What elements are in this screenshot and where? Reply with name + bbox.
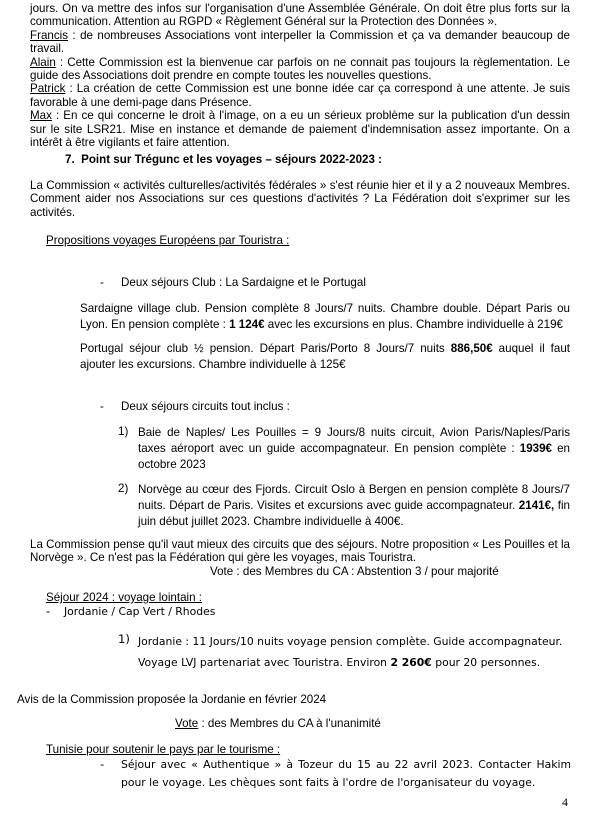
vote-2-text: : des Membres du CA à l'unanimité: [198, 717, 381, 730]
circuit-2-text-b: fin juin début juillet 2023. Chambre individuelle à 400€.: [138, 499, 571, 528]
speaker-alain: Alain: [30, 55, 56, 69]
page-number: 4: [562, 795, 568, 809]
speaker-francis: Francis: [30, 28, 69, 42]
vote-2-label: Vote: [175, 717, 199, 730]
sardaigne-paragraph: [80, 301, 570, 333]
section-7-paragraph: La Commission « activités culturelles/activités fédérales » s'est réunie hier et il y a 2 nouveaux Membres. Comment aider nos Associations sur ces questions d'activités ? La Fédération doit s'exprimer sur les activités.: [30, 179, 570, 219]
jordanie-text-b: pour 20 personnes.: [431, 656, 541, 669]
circuit-1-text-a: Baie de Naples/ Les Pouilles = 9 Jours/8 nuits circuit, Avion Paris/Naples/Paris taxes aéroport avec un guide accompagnateur. En pension complète :: [138, 426, 570, 455]
tunisie-text: Séjour avec « Authentique » à Tozeur du 15 au 22 avril 2023. Contacter Hakim pour le voyage. Les chèques sont faits à l'ordre de l'organisateur du voyage.: [121, 758, 571, 789]
commission-opinion: La Commission pense qu'il vaut mieux des circuits que des séjours. Notre proposition « Les Pouilles et la Norvège ». Ce n'est pas la Fédération qui gère les voyages, mais Touristra.: [30, 538, 570, 565]
circuits-title: Deux séjours circuits tout inclus :: [121, 400, 290, 413]
max-text: : En ce qui concerne le droit à l'image, on a eu un sérieux problème sur la publication d'un dessin sur le site LSR21. Mise en instance et demande de paiement d'indemnisation assez importante. On a intérêt à être vigilants et faire attention.: [30, 109, 570, 150]
tunisie-dash: -: [100, 757, 105, 771]
club-dash: -: [100, 276, 104, 289]
jordanie-text: [138, 631, 578, 673]
proposals-title: Propositions voyages Européens par Touristra :: [46, 234, 290, 247]
alain-text: : Cette Commission est la bienvenue car parfois on ne connait pas toujours la règlementation. Le guide des Associations doit prendre en compte toutes les nouvelles questions.: [30, 55, 570, 83]
sejour-2024-title: Séjour 2024 : voyage lointain :: [46, 591, 202, 604]
vote-2: [175, 717, 381, 730]
intro-block: [30, 2, 570, 149]
portugal-text-a: Portugal séjour club ½ pension. Départ Paris/Porto 8 Jours/7 nuits: [80, 342, 451, 355]
speaker-max: Max: [30, 109, 52, 123]
vote-1: Vote : des Membres du CA : Abstention 3 / pour majorité: [210, 565, 499, 578]
tunisie-title: Tunisie pour soutenir le pays par le tourisme :: [46, 743, 281, 756]
circuit-1-text: [138, 425, 570, 473]
speaker-patrick: Patrick: [30, 82, 66, 96]
sardaigne-price: 1 124€: [229, 318, 265, 331]
sardaigne-text-b: avec les excursions en plus. Chambre individuelle à 219€: [264, 318, 563, 331]
sejour-2024-destinations: Jordanie / Cap Vert / Rhodes: [64, 605, 216, 618]
portugal-text-b: auquel il faut ajouter les excursions. Chambre individuelle à 125€: [80, 342, 571, 371]
circuit-2-text-a: Norvège au cœur des Fjords. Circuit Oslo à Bergen en pension complète 8 Jours/7 nuits. Départ de Paris. Visites et excursions avec guide accompagnateur.: [138, 483, 570, 512]
circuit-1-text-b: en octobre 2023: [138, 442, 571, 471]
commission-avis: Avis de la Commission proposée la Jordanie en février 2024: [17, 693, 327, 706]
portugal-price: 886,50€: [450, 342, 493, 355]
sardaigne-text-a: Sardaigne village club. Pension complète 8 Jours/7 nuits. Chambre double. Départ Paris ou Lyon. En pension complète :: [80, 302, 570, 331]
sejour-2024-dash: -: [46, 604, 51, 618]
intro-line: jours. On va mettre des infos sur l'organisation d'une Assemblée Générale. On doit être plus forts sur la communication. Attention au RGPD « Règlement Général sur la Protection des Données ».: [30, 2, 570, 29]
circuit-1-price: 1939€: [519, 442, 552, 455]
circuits-dash: -: [100, 400, 104, 413]
circuit-1-number: 1): [118, 425, 129, 438]
portugal-paragraph: [80, 341, 570, 373]
circuit-2-number: 2): [118, 482, 129, 495]
circuit-2-price: 2141€,: [518, 499, 555, 512]
jordanie-text-a: Jordanie : 11 Jours/10 nuits voyage pension complète. Guide accompagnateur. Voyage LVJ partenariat avec Touristra. Environ: [138, 635, 563, 669]
jordanie-price: 2 260€: [390, 656, 432, 669]
circuit-2-text: [138, 482, 570, 530]
patrick-text: : La création de cette Commission est une bonne idée car ça correspond à une attente. Je suis favorable à une demi-page dans Présence.: [30, 82, 570, 109]
jordanie-number: 1): [118, 632, 130, 646]
section-7-heading: 7. Point sur Trégunc et les voyages – séjours 2022-2023 :: [65, 153, 383, 166]
club-title: Deux séjours Club : La Sardaigne et le Portugal: [121, 276, 366, 289]
francis-text: : de nombreuses Associations vont interpeller la Commission et ça va demander beaucoup de travail.: [30, 28, 570, 56]
